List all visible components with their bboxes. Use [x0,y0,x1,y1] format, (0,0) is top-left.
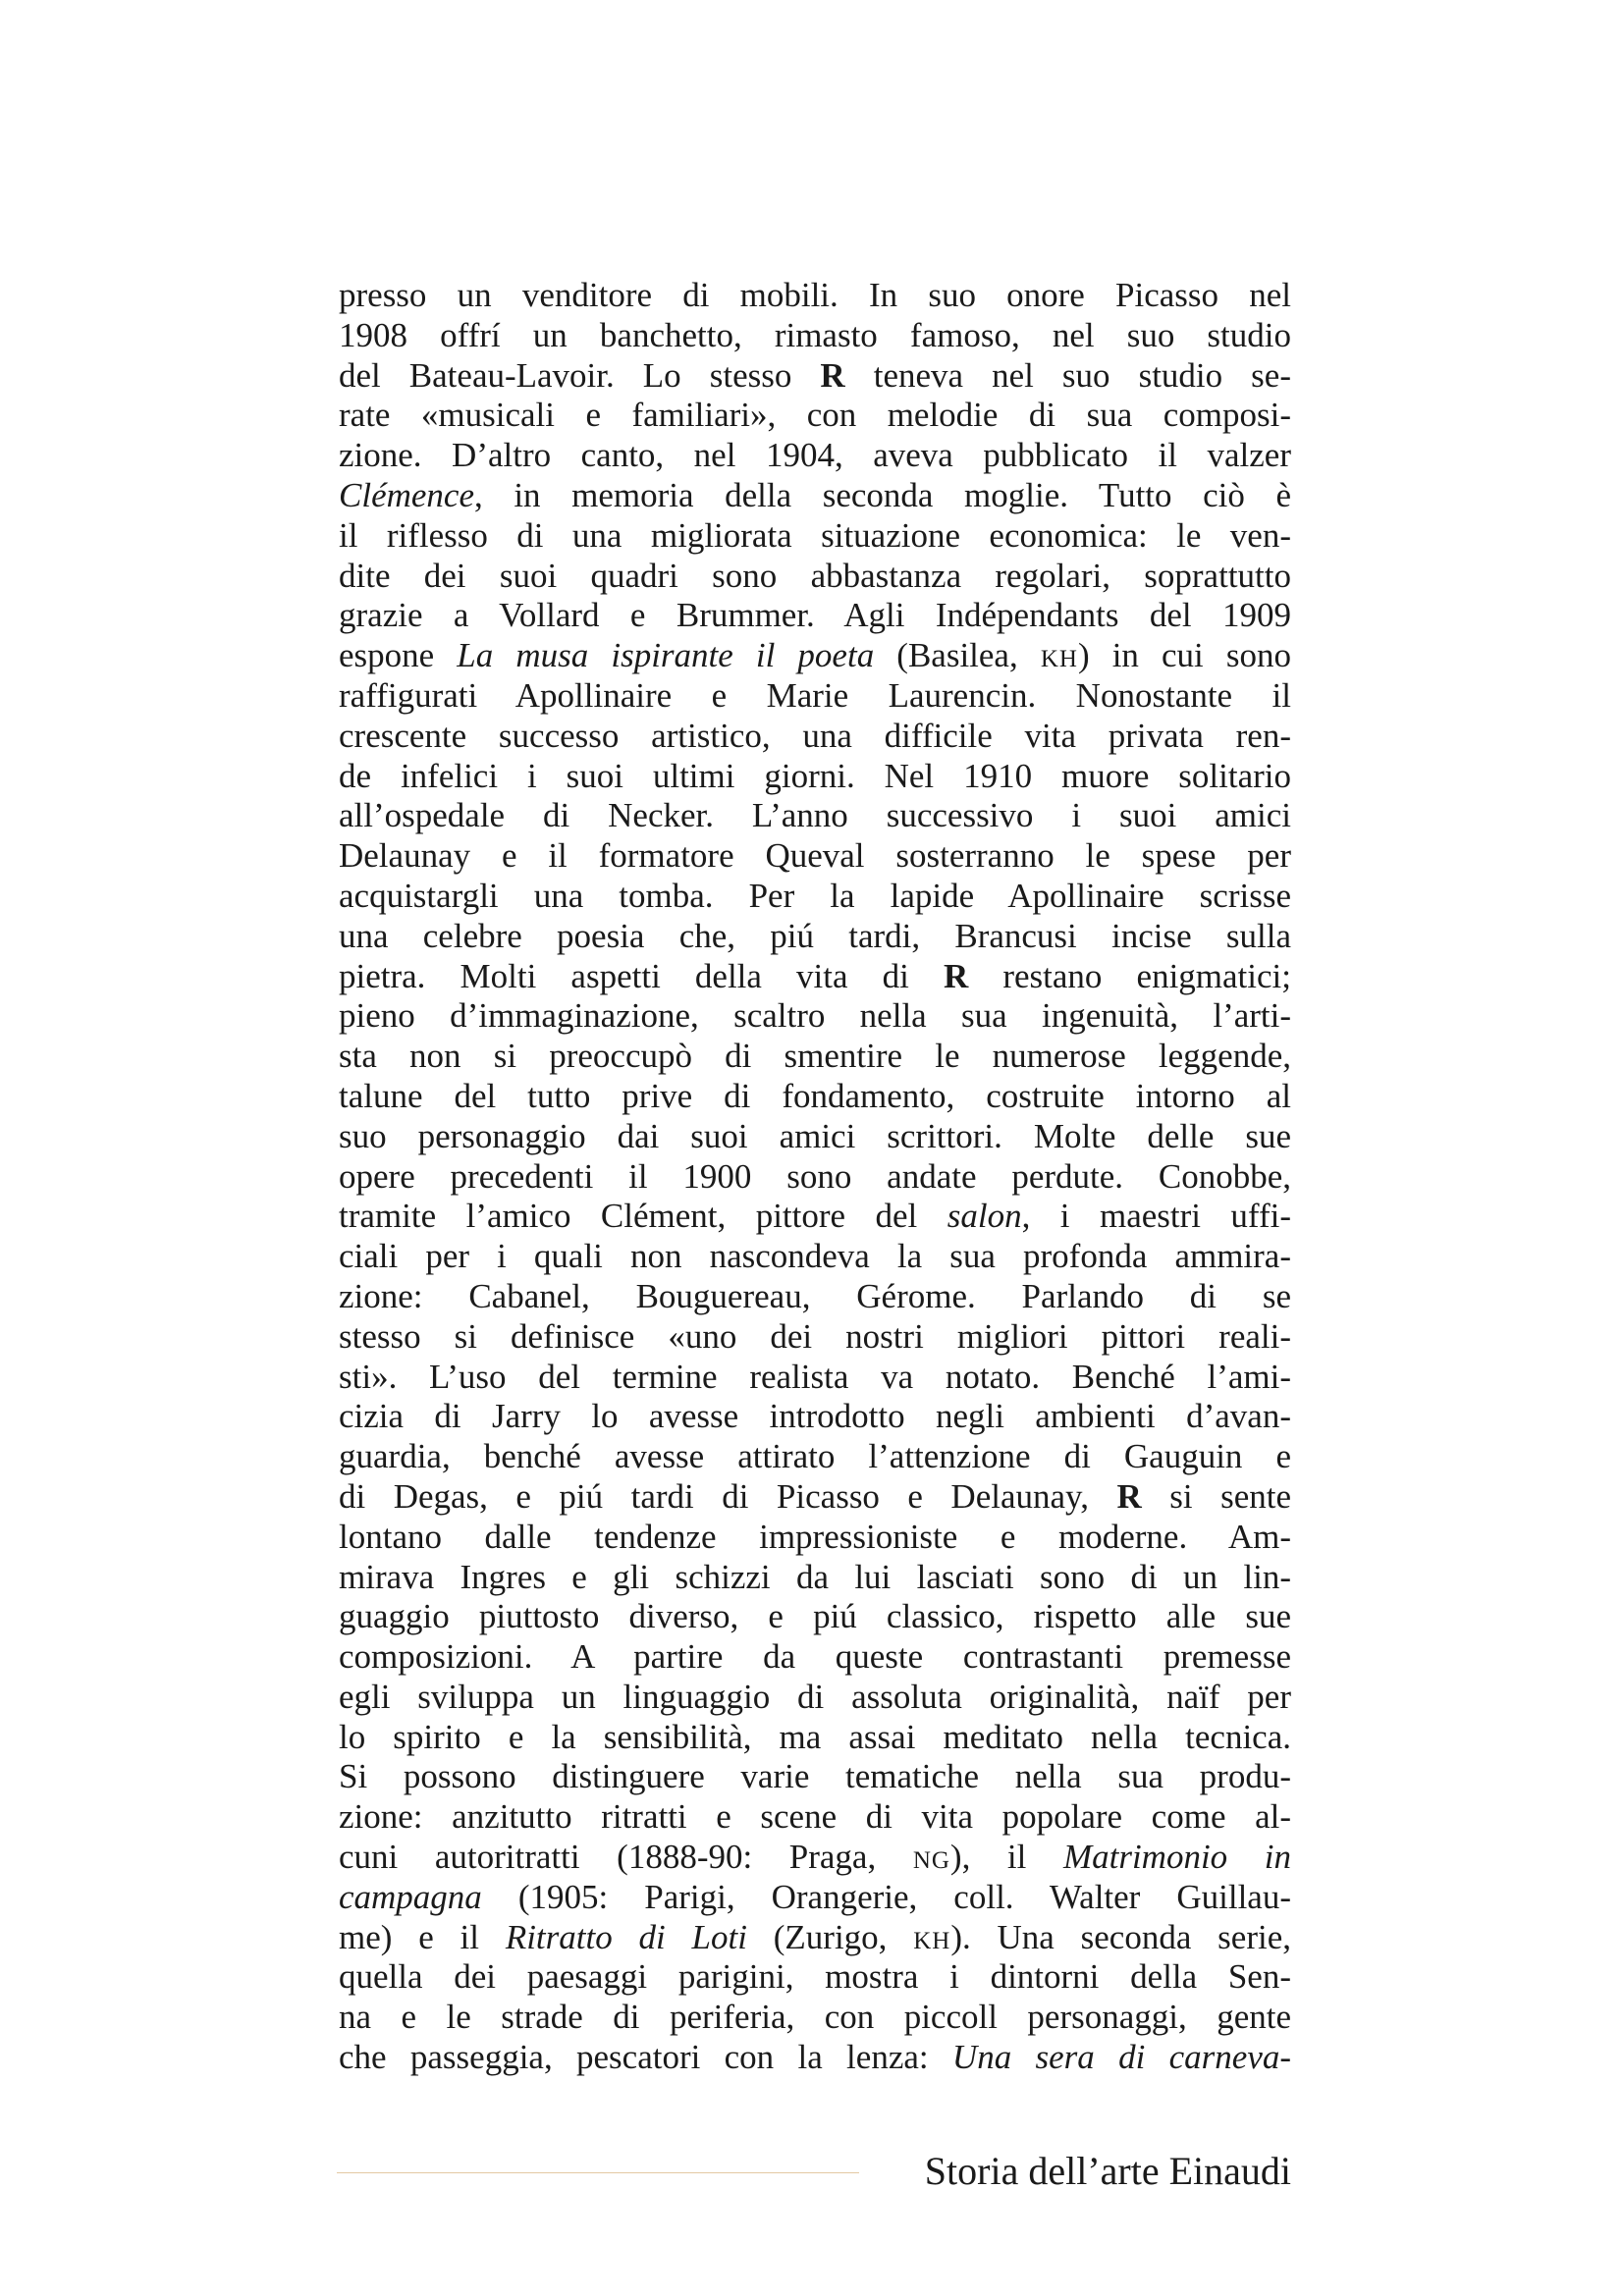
text-segment: raffigurati Apollinaire e Marie Laurencin. Nonostante il [339,675,1291,715]
text-line [339,557,1291,597]
italic-title: Ritratto di Loti [505,1917,747,1956]
italic-title: Matrimonio in [1062,1838,1291,1877]
text-segment: sti». L’uso del termine realista va notato. Benché l’ami- [339,1357,1291,1396]
text-segment: teneva nel suo studio se- [844,355,1291,395]
text-segment: na e le strade di periferia, con piccoll personaggi, gente [339,1998,1291,2037]
text-line [339,636,1291,676]
text-segment: acquistargli una tomba. Per la lapide Apollinaire scrisse [339,876,1291,915]
text-segment: pietra. Molti aspetti della vita di [339,956,944,995]
text-line [339,717,1291,757]
text-segment: rate «musicali e familiari», con melodie di sua composi- [339,396,1291,435]
body-text [339,276,1291,2078]
text-segment: pieno d’immaginazione, scaltro nella sua ingenuità, l’arti- [339,996,1291,1036]
text-segment: , in memoria della seconda moglie. Tutto ciò è [473,475,1291,514]
text-segment: lontano dalle tendenze impressioniste e moderne. Am- [339,1517,1291,1556]
text-line [339,396,1291,436]
text-line [339,1037,1291,1077]
text-line [339,476,1291,516]
text-segment: opere precedenti il 1900 sono andate perdute. Conobbe, [339,1156,1291,1196]
text-line [339,516,1291,557]
text-segment: me) e il [339,1917,506,1956]
text-segment: tramite l’amico Clément, pittore del [339,1197,947,1236]
text-line [339,1317,1291,1358]
text-segment: lo spirito e la sensibilità, ma assai meditato nella tecnica. [339,1717,1291,1756]
text-line [339,1838,1291,1878]
text-segment: espone [339,636,458,675]
text-segment: di Degas, e piú tardi di Picasso e Delaunay, [339,1476,1117,1516]
text-line [339,757,1291,797]
text-line [339,1718,1291,1758]
italic-title: Clémence [339,475,474,514]
text-line [339,996,1291,1037]
text-line [339,1918,1291,1958]
text-line [339,1597,1291,1637]
text-line [339,676,1291,717]
text-segment: quella dei paesaggi parigini, mostra i dintorni della Sen- [339,1957,1291,1997]
footer-title: Storia dell’arte Einaudi [924,2149,1291,2193]
text-line [339,1237,1291,1277]
text-segment: (Basilea, [874,636,1041,675]
collection-abbrev: KH [1040,646,1078,673]
text-segment: che passeggia, pescatori con la lenza: [339,2038,952,2077]
text-segment: grazie a Vollard e Brummer. Agli Indépendants del 1909 [339,596,1291,635]
bold-initial: R [820,355,845,395]
text-segment: guaggio piuttosto diverso, e piú classico, rispetto alle sue [339,1597,1291,1636]
text-segment: mirava Ingres e gli schizzi da lui lasciati sono di un lin- [339,1557,1291,1596]
text-line [339,356,1291,397]
text-line [339,836,1291,877]
text-segment: zione: anzitutto ritratti e scene di vita popolare come al- [339,1797,1291,1837]
italic-title: La musa ispirante il poeta [457,636,875,675]
footer-rule [337,2172,859,2173]
text-segment: crescente successo artistico, una difficile vita privata ren- [339,716,1291,755]
bold-initial: R [943,956,969,995]
text-segment: il riflesso di una migliorata situazione economica: le ven- [339,515,1291,555]
text-segment: stesso si definisce «uno dei nostri migliori pittori reali- [339,1316,1291,1356]
text-segment: cizia di Jarry lo avesse introdotto negli ambienti d’avan- [339,1397,1291,1436]
text-segment: Si possono distinguere varie tematiche nella sua produ- [339,1757,1291,1796]
text-line [339,1957,1291,1998]
text-line [339,796,1291,836]
text-segment: sta non si preoccupò di smentire le numerose leggende, [339,1037,1291,1076]
text-line [339,1157,1291,1198]
text-line [339,1797,1291,1838]
text-segment: cuni autoritratti (1888-90: Praga, [339,1838,913,1877]
text-segment: ). Una seconda serie, [950,1917,1291,1956]
text-line [339,1477,1291,1518]
text-line [339,1197,1291,1237]
text-line [339,316,1291,356]
text-segment: ) in cui sono [1077,636,1291,675]
text-line [339,1878,1291,1918]
text-segment: composizioni. A partire da queste contrastanti premesse [339,1637,1291,1677]
text-line [339,1397,1291,1437]
text-segment: guardia, benché avesse attirato l’attenzione di Gauguin e [339,1437,1291,1476]
text-segment: del Bateau-Lavoir. Lo stesso [339,355,821,395]
text-line [339,1637,1291,1678]
text-segment: talune del tutto prive di fondamento, costruite intorno al [339,1076,1291,1115]
text-segment: ), il [949,1838,1063,1877]
text-line [339,1358,1291,1398]
text-line [339,596,1291,636]
text-line [339,1437,1291,1477]
text-line [339,436,1291,476]
italic-title: salon [947,1197,1022,1236]
text-line [339,1757,1291,1797]
text-line [339,1077,1291,1117]
text-segment: dite dei suoi quadri sono abbastanza regolari, soprattutto [339,556,1291,595]
text-segment: zione: Cabanel, Bouguereau, Gérome. Parlando di se [339,1276,1291,1315]
collection-abbrev: KH [913,1927,951,1954]
text-segment: , i maestri uffi- [1021,1197,1291,1236]
text-line [339,2038,1291,2078]
text-line [339,1277,1291,1317]
text-line [339,276,1291,316]
text-segment: 1908 offrí un banchetto, rimasto famoso, nel suo studio [339,315,1291,354]
text-segment: all’ospedale di Necker. L’anno successivo i suoi amici [339,796,1291,835]
collection-abbrev: NG [912,1847,950,1875]
text-segment: zione. D’altro canto, nel 1904, aveva pubblicato il valzer [339,436,1291,475]
text-segment: (Zurigo, [746,1917,914,1956]
text-segment: presso un venditore di mobili. In suo onore Picasso nel [339,276,1291,314]
text-line [339,1518,1291,1558]
text-line [339,917,1291,957]
text-segment: restano enigmatici; [968,956,1291,995]
italic-title: campagna [339,1877,482,1916]
text-line [339,957,1291,997]
bold-initial: R [1116,1476,1142,1516]
text-line [339,877,1291,917]
text-segment: Delaunay e il formatore Queval sosterranno le spese per [339,836,1291,876]
text-segment: una celebre poesia che, piú tardi, Brancusi incise sulla [339,916,1291,955]
italic-title: Una sera di carneva- [951,2038,1292,2077]
text-line [339,1117,1291,1157]
text-line [339,1678,1291,1718]
text-segment: (1905: Parigi, Orangerie, coll. Walter Guillau- [481,1877,1291,1916]
text-segment: si sente [1141,1476,1291,1516]
text-line [339,1558,1291,1598]
text-segment: ciali per i quali non nascondeva la sua profonda ammira- [339,1237,1291,1276]
text-segment: egli sviluppa un linguaggio di assoluta originalità, naïf per [339,1677,1291,1716]
text-segment: suo personaggio dai suoi amici scrittori. Molte delle sue [339,1116,1291,1155]
text-line [339,1998,1291,2038]
text-segment: de infelici i suoi ultimi giorni. Nel 1910 muore solitario [339,756,1291,795]
